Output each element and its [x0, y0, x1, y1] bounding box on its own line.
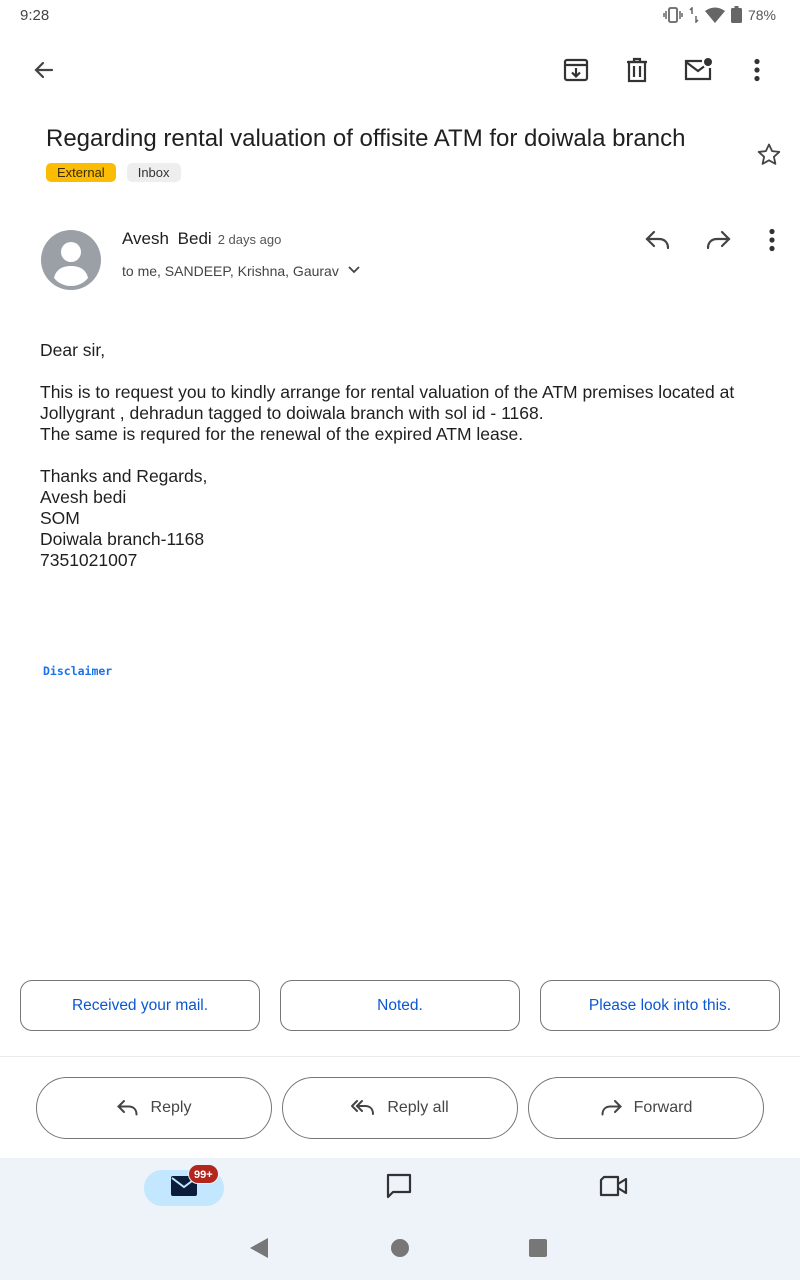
- more-vert-icon: [754, 58, 760, 82]
- archive-button[interactable]: [552, 46, 600, 94]
- back-button[interactable]: [20, 46, 68, 94]
- avatar[interactable]: [41, 230, 101, 290]
- more-options-button[interactable]: [733, 46, 781, 94]
- meet-icon: [599, 1175, 629, 1202]
- body-line: The same is requred for the renewal of the expired ATM lease.: [40, 424, 524, 444]
- sender-line: [122, 229, 281, 249]
- smart-reply-look-into[interactable]: Please look into this.: [540, 980, 780, 1031]
- system-back-button[interactable]: [245, 1236, 273, 1264]
- star-icon: [756, 142, 782, 168]
- signature-line: 7351021007: [40, 550, 138, 570]
- status-bar: [0, 0, 800, 32]
- circle-home-icon: [390, 1238, 410, 1263]
- forward-button[interactable]: [528, 1077, 764, 1139]
- mail-badge: 99+: [188, 1164, 219, 1184]
- message-reply-button[interactable]: [634, 216, 682, 264]
- label-chips: [46, 163, 181, 182]
- square-recents-icon: [528, 1238, 548, 1263]
- reply-label: Reply: [150, 1099, 192, 1116]
- smart-reply-noted[interactable]: Noted.: [280, 980, 520, 1031]
- nav-chat[interactable]: [359, 1170, 439, 1206]
- reply-all-icon: [351, 1099, 375, 1117]
- chat-icon: [385, 1172, 413, 1205]
- label-inbox[interactable]: Inbox: [127, 163, 181, 182]
- signature-line: SOM: [40, 508, 80, 528]
- vibrate-icon: [663, 7, 683, 23]
- chevron-down-icon: [345, 260, 363, 281]
- nav-meet[interactable]: [574, 1170, 654, 1206]
- reply-all-label: Reply all: [387, 1099, 449, 1116]
- label-external[interactable]: External: [46, 163, 116, 182]
- battery-icon: [731, 6, 742, 23]
- trash-icon: [624, 57, 650, 83]
- nav-mail[interactable]: [144, 1170, 224, 1206]
- sent-time: 2 days ago: [217, 232, 282, 247]
- email-body: [40, 340, 770, 571]
- recipients-text: to me, SANDEEP, Krishna, Gaurav: [122, 262, 339, 279]
- mark-unread-icon: [683, 57, 713, 83]
- archive-icon: [563, 57, 589, 83]
- reply-icon: [645, 229, 671, 251]
- system-home-button[interactable]: [386, 1236, 414, 1264]
- signature-line: Avesh bedi: [40, 487, 127, 507]
- email-subject: Regarding rental valuation of offisite ATM for doiwala branch: [46, 125, 686, 152]
- body-greeting: Dear sir,: [40, 340, 106, 360]
- forward-icon: [705, 229, 731, 251]
- wifi-icon: [705, 7, 725, 23]
- body-line: Jollygrant , dehradun tagged to doiwala branch with sol id - 1168.: [40, 403, 544, 423]
- delete-button[interactable]: [613, 46, 661, 94]
- battery-percent: 78%: [747, 6, 776, 23]
- forward-icon: [600, 1099, 622, 1117]
- app-bar: [0, 40, 800, 100]
- reply-button[interactable]: [36, 1077, 272, 1139]
- divider: [0, 1056, 800, 1057]
- more-vert-icon: [769, 228, 775, 252]
- smart-reply-received[interactable]: Received your mail.: [20, 980, 260, 1031]
- system-recents-button[interactable]: [524, 1236, 552, 1264]
- recipients-toggle[interactable]: [122, 260, 363, 281]
- status-time: 9:28: [20, 7, 50, 24]
- message-forward-button[interactable]: [694, 216, 742, 264]
- mark-unread-button[interactable]: [674, 46, 722, 94]
- back-arrow-icon: [32, 58, 56, 82]
- body-line: This is to request you to kindly arrange for rental valuation of the ATM premises located at: [40, 382, 735, 402]
- star-button[interactable]: [745, 131, 793, 179]
- message-more-button[interactable]: [748, 216, 796, 264]
- disclaimer-link[interactable]: Disclaimer: [43, 664, 113, 678]
- sender-name[interactable]: Avesh Bedi: [122, 229, 212, 248]
- signature-line: Thanks and Regards,: [40, 466, 208, 486]
- forward-label: Forward: [633, 1099, 693, 1116]
- system-nav-bar: [0, 1220, 800, 1280]
- reply-all-button[interactable]: [282, 1077, 518, 1139]
- signature-line: Doiwala branch-1168: [40, 529, 205, 549]
- data-arrows-icon: [689, 7, 699, 23]
- triangle-back-icon: [248, 1237, 270, 1264]
- status-icons: [663, 6, 776, 23]
- bottom-nav: [0, 1158, 800, 1220]
- reply-icon: [117, 1099, 139, 1117]
